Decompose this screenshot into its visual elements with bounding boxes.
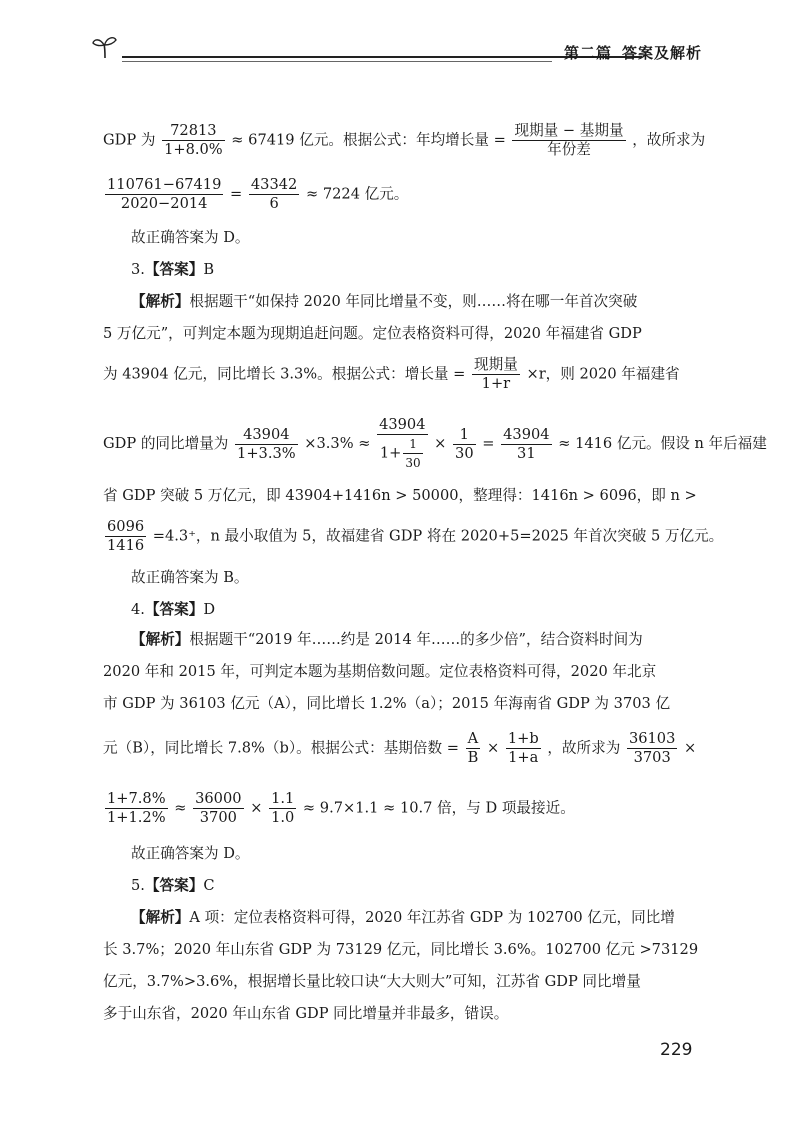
header-section: 答案及解析 — [621, 44, 702, 62]
fraction: $\frac{1}{30}$ — [455, 425, 474, 462]
analysis-line: 【解析】根据题干“如保持 2020 年同比增量不变，则……将在哪一年首次突破 — [131, 293, 638, 310]
text-line: $\frac{6096}{1416}$ =4.3⁺，n 最小取值为 5，故福建省 GDP 将在 2020+5=2025 年首次突破 5 万亿元。 — [107, 518, 724, 554]
fraction: $\frac{110761-67419}{2020-2014}$ — [107, 176, 222, 212]
fraction: $\frac{43904}{31}$ — [503, 425, 550, 462]
fraction: 43904 1+ $\frac{1}{30}$ — [379, 416, 426, 470]
answer-heading: 3.【答案】B — [131, 261, 215, 278]
text-line: 市 GDP 为 36103 亿元（A），同比增长 1.2%（a）；2015 年海南省 GDP 为 3703 亿 — [103, 695, 671, 712]
fraction: $\frac{43904}{1+3.3\%}$ — [237, 425, 296, 462]
fraction: $\frac{36000}{3700}$ — [195, 790, 242, 826]
answer-conclusion: 故正确答案为 B。 — [131, 569, 249, 586]
text-line: GDP 的同比增量为 $\frac{43904}{1+3.3\%}$ ×3.3% ≈ 43904 1+ $\frac{1}{30}$ × $\frac{1}{30}$ = $\frac{43904}{31}$ ≈ 1416 亿元。假设 n 年后福建 — [103, 416, 767, 470]
fraction: $\frac{1+b}{1+a}$ — [507, 730, 539, 766]
header-part: 第二篇 — [563, 44, 612, 62]
text-line: 多于山东省，2020 年山东省 GDP 同比增量并非最多，错误。 — [103, 1005, 509, 1022]
answer-heading: 5.【答案】C — [131, 877, 215, 894]
fraction: $\frac{43342}{6}$ — [250, 176, 298, 212]
fraction: $\frac{36103}{3703}$ — [628, 730, 676, 766]
answer-conclusion: 故正确答案为 D。 — [131, 845, 250, 862]
fraction: $\frac{6096}{1416}$ — [107, 518, 145, 554]
text-line: 元（B），同比增长 7.8%（b）。根据公式：基期倍数 = $\frac{A}{B}$ × $\frac{1+b}{1+a}$ ，故所求为 $\frac{36103}{3703}$ × — [103, 730, 697, 766]
text-line: GDP 为 $\frac{72813}{1+8.0\%}$ ≈ 67419 亿元。根据公式：年均增长量 = $\frac{\text{现期量 − 基期量}}{\text{年份差}}$ ，故所求为 — [103, 122, 706, 158]
text-line: 5 万亿元”，可判定本题为现期追赶问题。定位表格资料可得，2020 年福建省 GDP — [103, 325, 642, 342]
text-line: 2020 年和 2015 年，可判定本题为基期倍数问题。定位表格资料可得，2020 年北京 — [103, 663, 657, 680]
header-rule-thin — [122, 61, 552, 62]
text-line: $\frac{1+7.8\%}{1+1.2\%}$ ≈ $\frac{36000}{3700}$ × $\frac{1.1}{1.0}$ ≈ 9.7×1.1 ≈ 10.7 倍，与 D 项最接近。 — [107, 790, 575, 826]
text-line: 省 GDP 突破 5 万亿元，即 43904+1416n > 50000，整理得：1416n > 6096，即 n > — [103, 487, 697, 504]
fraction: $\frac{1+7.8\%}{1+1.2\%}$ — [107, 790, 166, 826]
header-title — [564, 42, 702, 63]
running-header — [92, 32, 702, 72]
answer-conclusion: 故正确答案为 D。 — [131, 229, 250, 246]
fraction: $\frac{72813}{1+8.0\%}$ — [164, 122, 223, 158]
fraction: $\frac{\text{现期量}}{1+r}$ — [474, 356, 518, 392]
text-line: 亿元，3.7%>3.6%，根据增长量比较口诀“大大则大”可知，江苏省 GDP 同比增量 — [103, 973, 641, 990]
text-line: 为 43904 亿元，同比增长 3.3%。根据公式：增长量 = $\frac{\text{现期量}}{1+r}$ ×r，则 2020 年福建省 — [103, 356, 680, 392]
answer-heading: 4.【答案】D — [131, 601, 216, 618]
page-number: 229 — [660, 1040, 693, 1060]
analysis-line: 【解析】A 项：定位表格资料可得，2020 年江苏省 GDP 为 102700 亿元，同比增 — [131, 909, 675, 926]
sprout-icon — [92, 34, 118, 60]
text-line: 长 3.7%；2020 年山东省 GDP 为 73129 亿元，同比增长 3.6%。102700 亿元 >73129 — [103, 941, 699, 958]
analysis-line: 【解析】根据题干“2019 年……约是 2014 年……的多少倍”，结合资料时间为 — [131, 631, 643, 648]
fraction: $\frac{A}{B}$ — [467, 730, 479, 766]
text-line: $\frac{110761-67419}{2020-2014}$ = $\frac{43342}{6}$ ≈ 7224 亿元。 — [107, 176, 409, 212]
fraction: $\frac{1.1}{1.0}$ — [271, 790, 295, 826]
fraction: $\frac{\text{现期量 − 基期量}}{\text{年份差}}$ — [514, 122, 624, 158]
